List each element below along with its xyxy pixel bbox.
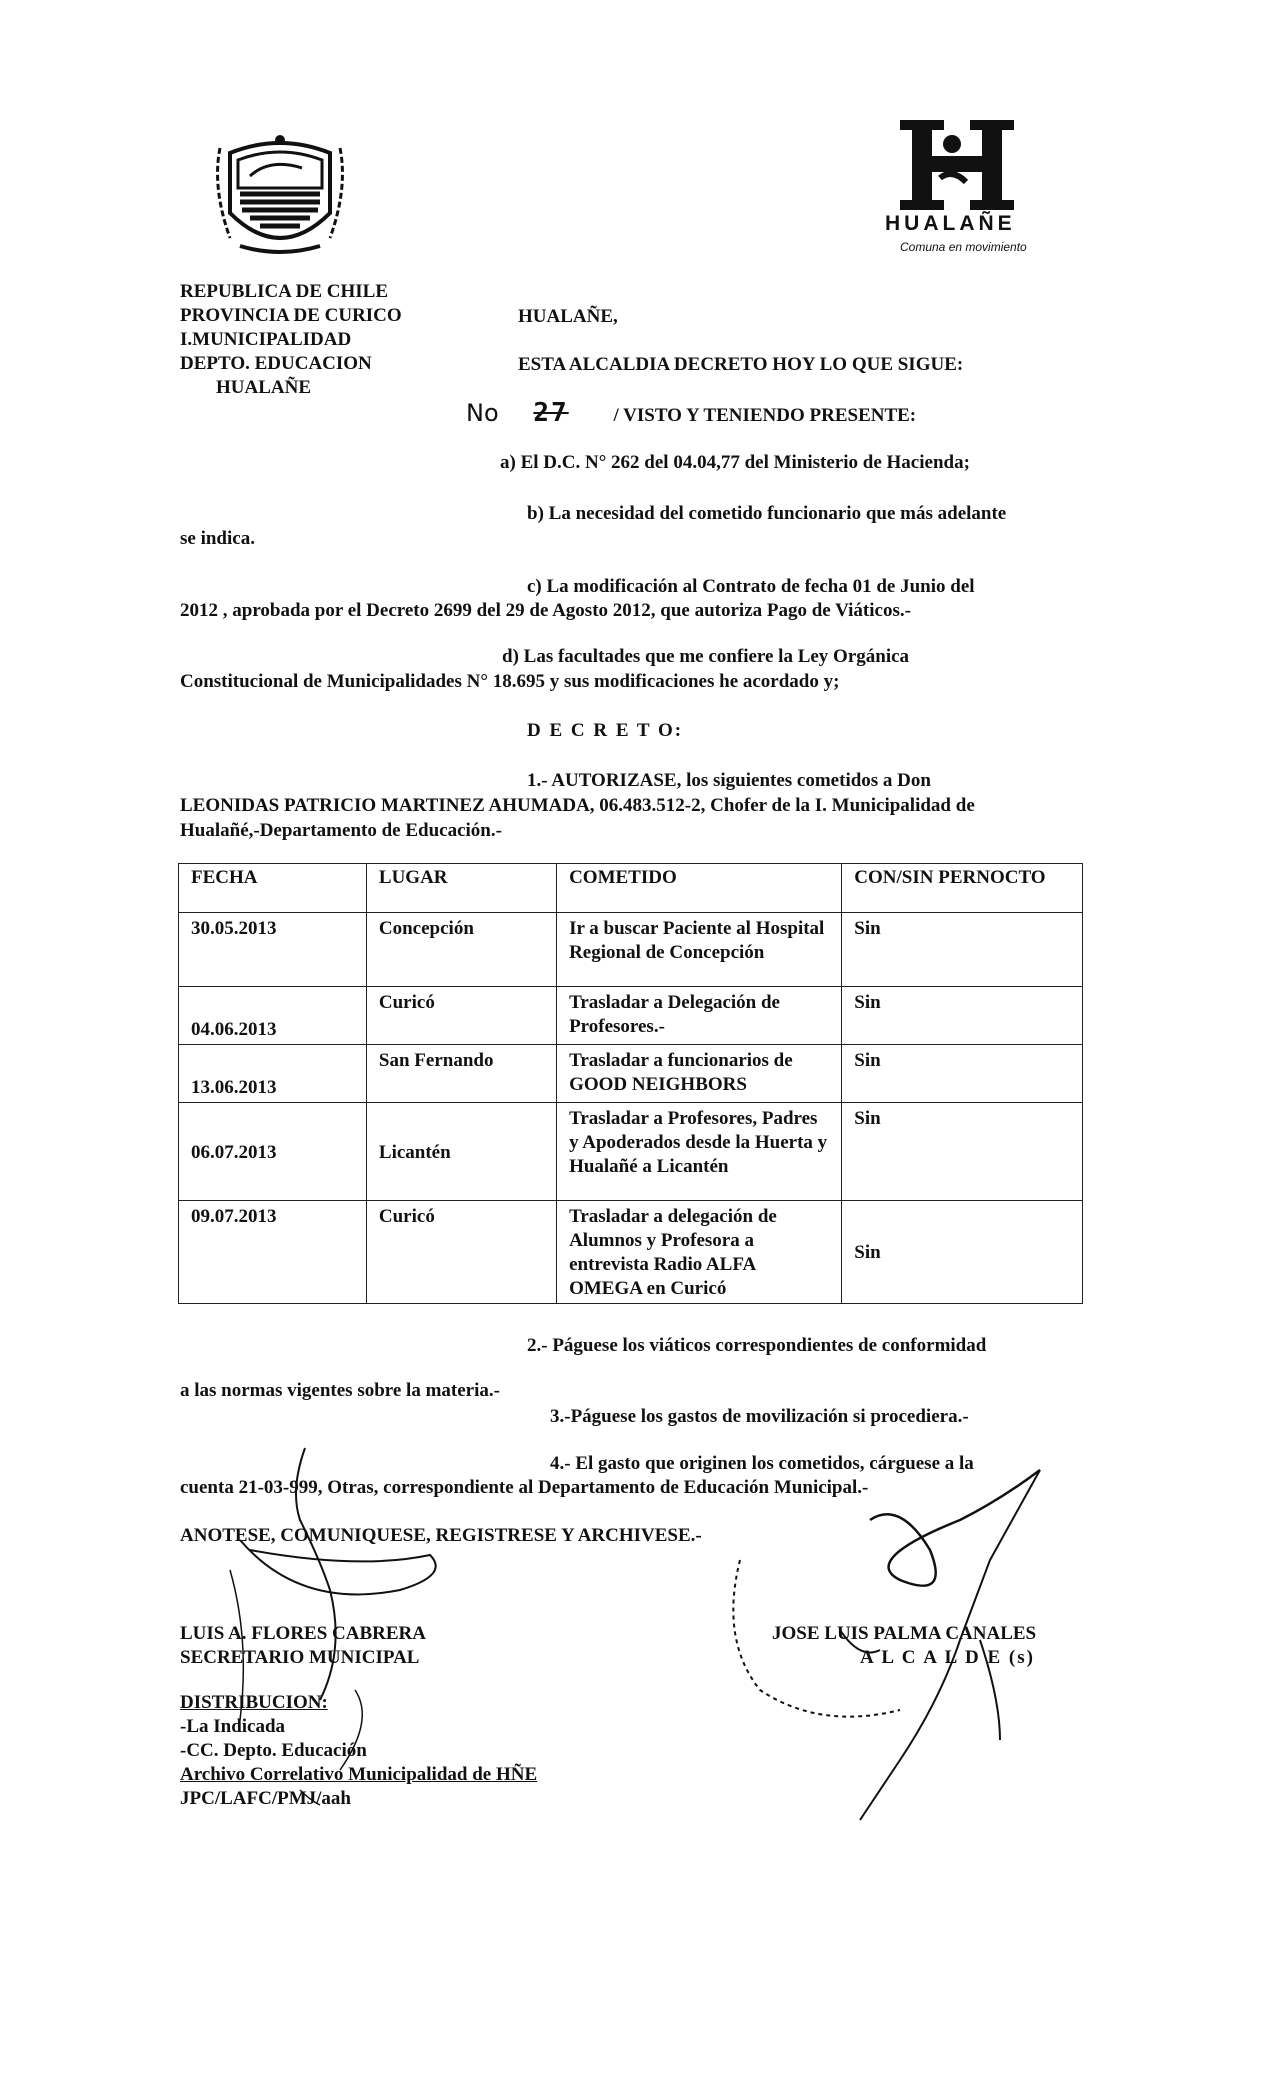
issuer-city: HUALAÑE [216,377,312,398]
visto-heading: / VISTO Y TENIENDO PRESENTE: [613,405,917,426]
cell-pernocto: Sin [842,913,1083,987]
consideration-c-line2: 2012 , aprobada por el Decreto 2699 del 29 de Agosto 2012, que autoriza Pago de Viáticos.- [180,600,911,621]
cell-fecha: 06.07.2013 [179,1103,367,1201]
item1-line2: LEONIDAS PATRICIO MARTINEZ AHUMADA, 06.483.512-2, Chofer de la I. Municipalidad de [180,795,975,816]
mayor-title: A L C A L D E (s) [860,1647,1035,1668]
cometidos-table [178,863,1083,1304]
item1-line3: Hualañé,-Departamento de Educación.- [180,820,502,841]
col-header-pernocto: CON/SIN PERNOCTO [842,864,1083,913]
decree-number-prefix: No [466,399,499,427]
distribution-heading: DISTRIBUCION: [180,1692,328,1713]
table-row [179,913,1083,987]
issuer-block [180,280,402,400]
decreto-heading: D E C R E T O: [527,720,684,741]
cell-pernocto: Sin [842,1201,1083,1304]
consideration-c-line1: c) La modificación al Contrato de fecha 01 de Junio del [527,576,975,597]
decree-number-row [466,398,916,428]
secretary-name: LUIS A. FLORES CABRERA [180,1623,426,1644]
consideration-d-line2: Constitucional de Municipalidades N° 18.695 y sus modificaciones he acordado y; [180,671,840,692]
issuer-line: PROVINCIA DE CURICO [180,305,402,326]
cell-lugar: San Fernando [366,1045,556,1103]
consideration-b-line1: b) La necesidad del cometido funcionario que más adelante [527,503,1007,524]
cell-lugar: Curicó [366,1201,556,1304]
decree-intro: ESTA ALCALDIA DECRETO HOY LO QUE SIGUE: [518,354,964,375]
table-row [179,1201,1083,1304]
table-row [179,1045,1083,1103]
coat-of-arms-icon [210,128,350,268]
item3: 3.-Páguese los gastos de movilización si procediera.- [550,1406,969,1427]
cell-pernocto: Sin [842,1045,1083,1103]
item4-line1: 4.- El gasto que originen los cometidos, cárguese a la [550,1453,974,1474]
item2-line1: 2.- Páguese los viáticos correspondientes de conformidad [527,1335,987,1356]
cell-pernocto: Sin [842,987,1083,1045]
cell-cometido: Trasladar a Delegación de Profesores.- [557,987,842,1045]
col-header-cometido: COMETIDO [557,864,842,913]
cell-lugar: Curicó [366,987,556,1045]
table-header-row [179,864,1083,913]
distribution-initials: JPC/LAFC/PMJ/aah [180,1788,351,1809]
issuer-line: I.MUNICIPALIDAD [180,329,352,350]
item2-line2: a las normas vigentes sobre la materia.- [180,1380,500,1401]
item1-line1: 1.- AUTORIZASE, los siguientes cometidos a Don [527,770,931,791]
consideration-a: a) El D.C. N° 262 del 04.04,77 del Ministerio de Hacienda; [500,452,970,473]
col-header-lugar: LUGAR [366,864,556,913]
table-row [179,1103,1083,1201]
distribution-archive: Archivo Correlativo Municipalidad de HÑE [180,1764,538,1785]
cell-fecha: 09.07.2013 [179,1201,367,1304]
logo-name: HUALAÑE [885,212,1016,235]
issuer-line: DEPTO. EDUCACION [180,353,372,374]
secretary-title: SECRETARIO MUNICIPAL [180,1647,420,1668]
city-heading: HUALAÑE, [518,306,618,327]
table-row [179,987,1083,1045]
cell-fecha: 30.05.2013 [179,913,367,987]
distribution-line: -La Indicada [180,1716,286,1737]
distribution-line: -CC. Depto. Educación [180,1740,367,1761]
cell-cometido: Ir a buscar Paciente al Hospital Regional de Concepción [557,913,842,987]
cell-cometido: Trasladar a funcionarios de GOOD NEIGHBORS [557,1045,842,1103]
cell-fecha: 04.06.2013 [179,987,367,1045]
consideration-d-line1: d) Las facultades que me confiere la Ley Orgánica [502,646,910,667]
item4-line2: cuenta 21-03-999, Otras, correspondiente al Departamento de Educación Municipal.- [180,1477,869,1498]
logo-tagline: Comuna en movimiento [900,240,1027,254]
closing-formula: ANOTESE, COMUNIQUESE, REGISTRESE Y ARCHIVESE.- [180,1525,702,1546]
cell-cometido: Trasladar a delegación de Alumnos y Profesora a entrevista Radio ALFA OMEGA en Curicó [557,1201,842,1304]
cell-pernocto: Sin [842,1103,1083,1201]
mayor-name: JOSE LUIS PALMA CANALES [772,1623,1037,1644]
cell-cometido: Trasladar a Profesores, Padres y Apoderados desde la Huerta y Hualañé a Licantén [557,1103,842,1201]
cell-fecha: 13.06.2013 [179,1045,367,1103]
cell-lugar: Licantén [366,1103,556,1201]
consideration-b-line2: se indica. [180,528,255,549]
cell-lugar: Concepción [366,913,556,987]
issuer-line: REPUBLICA DE CHILE [180,281,388,302]
col-header-fecha: FECHA [179,864,367,913]
decree-number-value: 27 [533,398,569,428]
